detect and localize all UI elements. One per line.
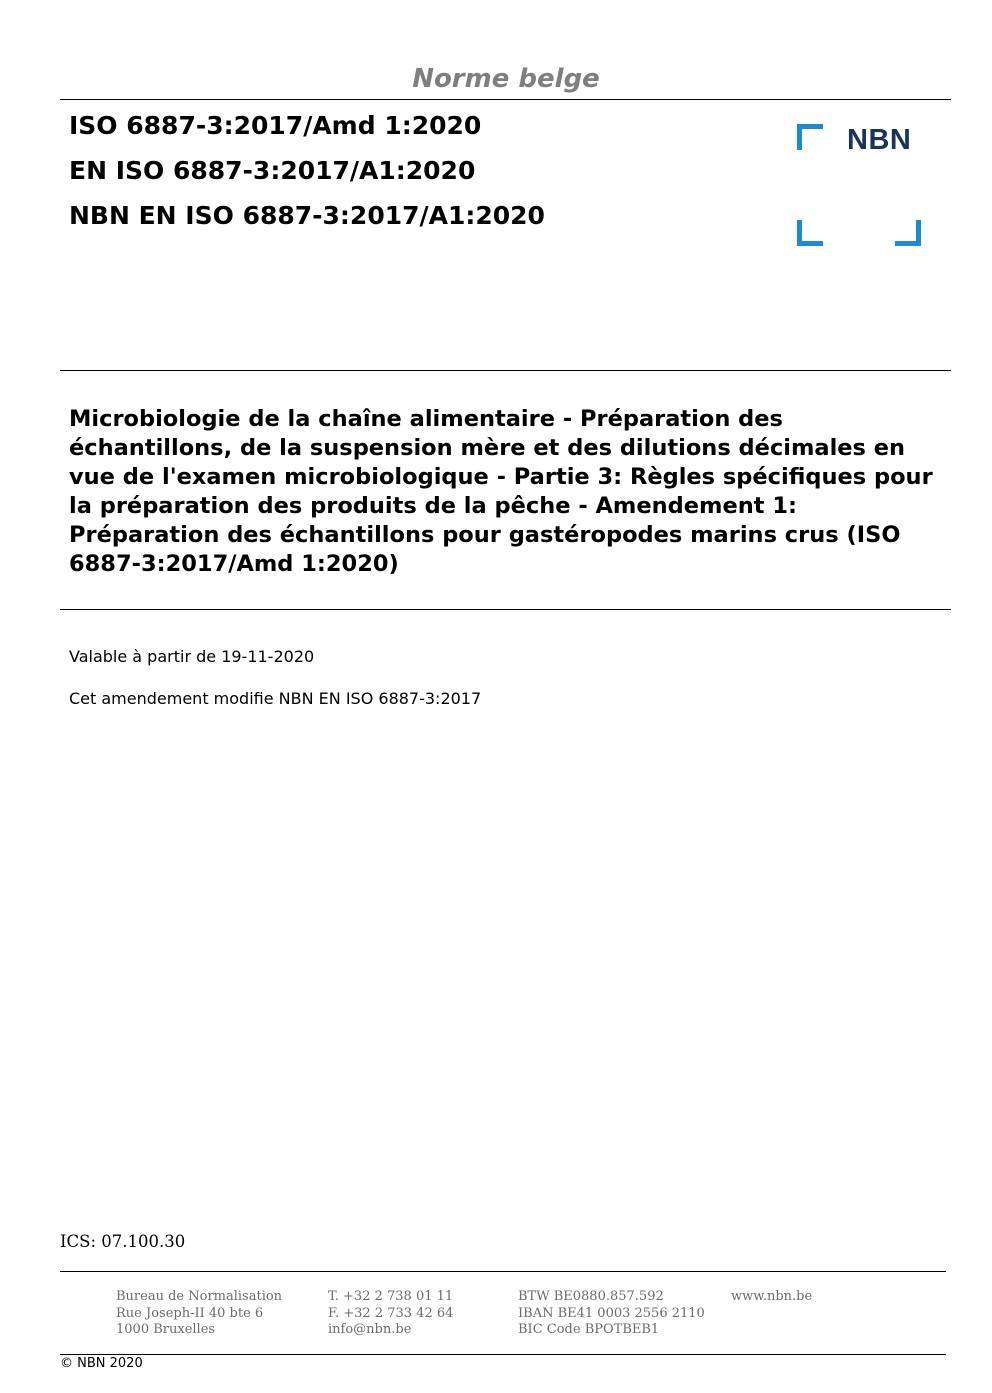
footer-address-line: Rue Joseph-II 40 bte 6 bbox=[116, 1305, 264, 1321]
iso-code: ISO 6887-3:2017/Amd 1:2020 bbox=[69, 111, 482, 140]
nbn-logo bbox=[797, 124, 921, 248]
document-title: Microbiologie de la chaîne alimentaire - Préparation des échantillons, de la suspension mère et des dilutions décimales en vue de l'examen microbiologique - Partie 3: Règles spécifiques pour la préparation des produits de la pêche - Amendement 1: Préparation des échantillons pour gastéropodes marins crus (ISO 6887-3:2017/Amd 1:2020) bbox=[69, 406, 933, 577]
header-rule bbox=[60, 99, 951, 100]
title-bottom-rule bbox=[60, 609, 951, 610]
footer-email: info@nbn.be bbox=[328, 1322, 412, 1337]
footer-contact bbox=[328, 1289, 453, 1339]
footer-iban: IBAN BE41 0003 2556 2110 bbox=[518, 1305, 705, 1321]
footer-website bbox=[731, 1289, 812, 1306]
footer-bank bbox=[518, 1289, 705, 1339]
ics-code: ICS: 07.100.30 bbox=[60, 1232, 186, 1251]
title-top-rule bbox=[60, 370, 951, 371]
footer-bic: BIC Code BPOTBEB1 bbox=[518, 1322, 660, 1337]
footer-fax: F. +32 2 733 42 64 bbox=[328, 1305, 454, 1321]
document-type-label: Norme belge bbox=[412, 64, 600, 94]
amendment-note: Cet amendement modifie NBN EN ISO 6887-3:2017 bbox=[69, 689, 482, 708]
en-code: EN ISO 6887-3:2017/A1:2020 bbox=[69, 156, 476, 185]
footer-address-line: 1000 Bruxelles bbox=[116, 1322, 216, 1337]
footer-vat: BTW BE0880.857.592 bbox=[518, 1289, 664, 1304]
copyright-notice: © NBN 2020 bbox=[60, 1356, 143, 1371]
footer-website-link: www.nbn.be bbox=[731, 1289, 813, 1304]
footer-address-line: Bureau de Normalisation bbox=[116, 1289, 283, 1304]
nbn-code: NBN EN ISO 6887-3:2017/A1:2020 bbox=[69, 201, 545, 230]
logo-text: NBN bbox=[847, 124, 912, 156]
footer-phone: T. +32 2 738 01 11 bbox=[328, 1289, 454, 1304]
footer-address bbox=[116, 1289, 282, 1339]
footer-bottom-rule bbox=[60, 1354, 946, 1355]
validity-date: Valable à partir de 19-11-2020 bbox=[69, 647, 315, 666]
footer-top-rule bbox=[60, 1271, 946, 1272]
